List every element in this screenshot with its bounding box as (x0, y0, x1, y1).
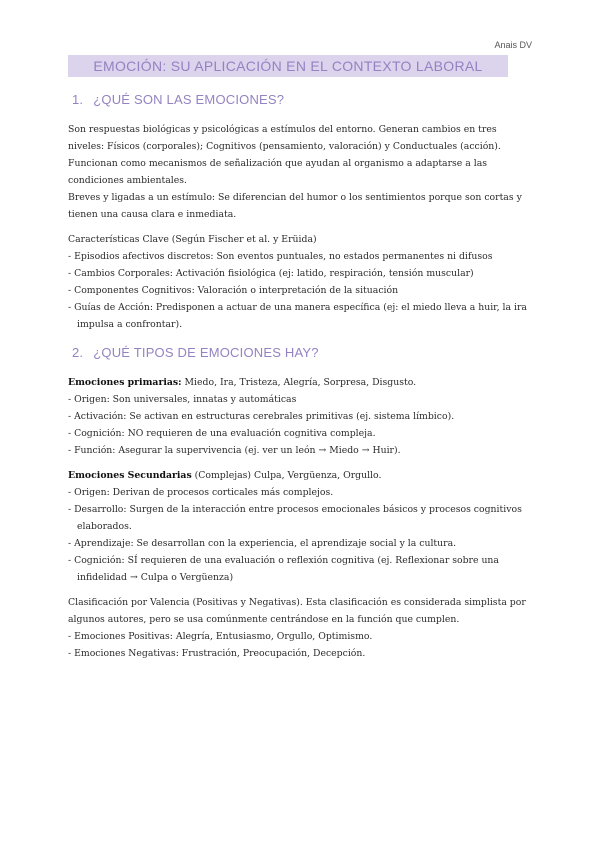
secondary-emotions-line (68, 467, 530, 484)
list-item: - Cognición: SÍ requieren de una evaluación o reflexión cognitiva (ej. Reflexionar sobre una infidelidad → Culpa o Vergüenza) (68, 555, 499, 583)
primary-emotions-label: Emociones primarias: (68, 377, 182, 388)
author-name: Anais DV (494, 40, 532, 50)
list-item: - Desarrollo: Surgen de la interacción entre procesos emocionales básicos y procesos cognitivos elaborados. (68, 504, 522, 532)
page-title: EMOCIÓN: SU APLICACIÓN EN EL CONTEXTO LABORAL (93, 58, 483, 74)
list-item: - Cognición: NO requieren de una evaluación cognitiva compleja. (68, 428, 376, 439)
valence-paragraph: Clasificación por Valencia (Positivas y Negativas). Esta clasificación es considerada simplista por algunos autores, pero se usa comúnmente centrándose en la función que cumplen. (68, 597, 526, 625)
section2-title: ¿QUÉ TIPOS DE EMOCIONES HAY? (93, 345, 319, 360)
section2-number: 2. (72, 345, 84, 360)
characteristics-title: Características Clave (Según Fischer et al. y Erüida) (68, 234, 317, 245)
list-item: - Activación: Se activan en estructuras cerebrales primitivas (ej. sistema límbico). (68, 411, 455, 422)
section2-heading (68, 345, 530, 360)
list-item: - Cambios Corporales: Activación fisiológica (ej: latido, respiración, tensión muscular) (68, 268, 474, 279)
list-item: - Función: Asegurar la supervivencia (ej. ver un león → Miedo → Huir). (68, 445, 401, 456)
list-item: - Episodios afectivos discretos: Son eventos puntuales, no estados permanentes ni difusos (68, 251, 493, 262)
list-item: - Origen: Derivan de procesos corticales más complejos. (68, 487, 334, 498)
list-item: - Emociones Negativas: Frustración, Preocupación, Decepción. (68, 648, 366, 659)
document-body (68, 92, 530, 662)
list-item: - Guías de Acción: Predisponen a actuar de una manera específica (ej: el miedo lleva a huir, la ira impulsa a confrontar). (68, 302, 527, 330)
section1-paragraph-2: Funcionan como mecanismos de señalización que ayudan al organismo a adaptarse a las condiciones ambientales. (68, 158, 488, 186)
section1-title: ¿QUÉ SON LAS EMOCIONES? (93, 92, 285, 107)
primary-emotions-line (68, 374, 530, 391)
section1-number: 1. (72, 92, 84, 107)
secondary-emotions-list: (Complejas) Culpa, Vergüenza, Orgullo. (191, 470, 382, 481)
list-item: - Emociones Positivas: Alegría, Entusiasmo, Orgullo, Optimismo. (68, 631, 373, 642)
section1-heading (68, 92, 530, 107)
primary-emotions-list: Miedo, Ira, Tristeza, Alegría, Sorpresa, Disgusto. (181, 377, 417, 388)
list-item: - Origen: Son universales, innatas y automáticas (68, 394, 297, 405)
list-item: - Aprendizaje: Se desarrollan con la experiencia, el aprendizaje social y la cultura. (68, 538, 457, 549)
section1-paragraph-1: Son respuestas biológicas y psicológicas a estímulos del entorno. Generan cambios en tres niveles: Físicos (corporales); Cognitivos (pensamiento, valoración) y Conductuales (acción). (68, 124, 501, 152)
title-banner (68, 55, 508, 77)
section1-paragraph-3: Breves y ligadas a un estímulo: Se diferencian del humor o los sentimientos porque son cortas y tienen una causa clara e inmediata. (68, 192, 522, 220)
secondary-emotions-label: Emociones Secundarias (68, 470, 192, 481)
list-item: - Componentes Cognitivos: Valoración o interpretación de la situación (68, 285, 399, 296)
